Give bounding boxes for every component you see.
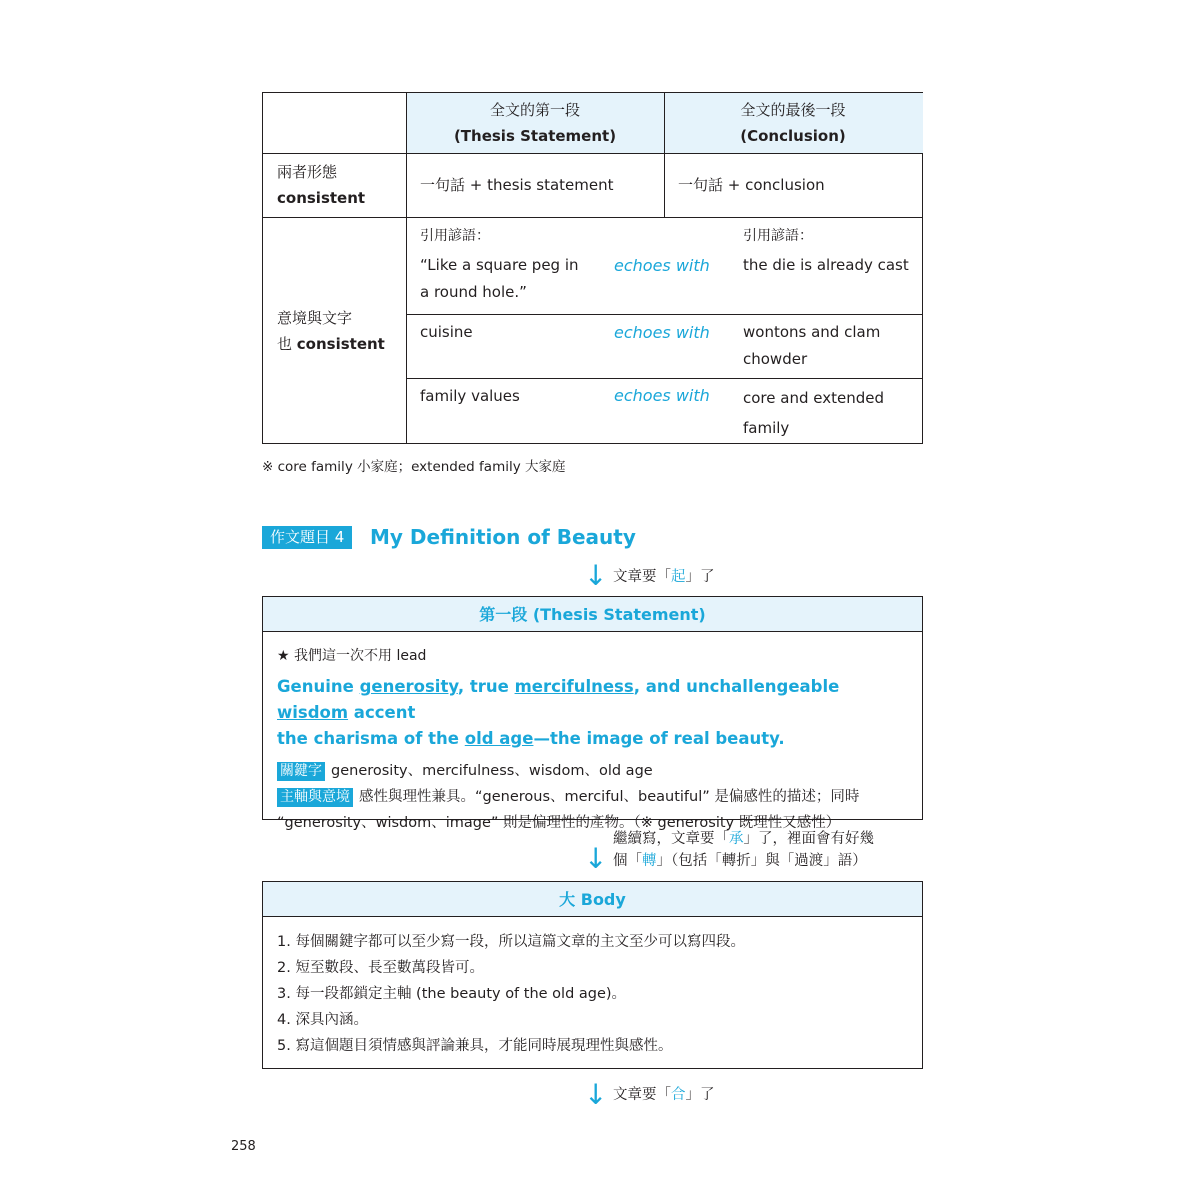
keyword-underline: old age xyxy=(464,729,534,748)
divider xyxy=(263,217,922,218)
flow-text: 文章要「 xyxy=(613,1087,671,1103)
proverb-label-right: 引用諺語： xyxy=(743,228,813,244)
flow-text: 」了 xyxy=(685,1087,715,1103)
flow-text: 」了，裡面會有好幾 xyxy=(743,831,874,847)
flow-step1-b: 」了 xyxy=(685,569,715,585)
col1-title: 全文的第一段 xyxy=(489,101,580,119)
theme-line2: “generosity、wisdom、image” 則是偏理性的產物。（※ generosity 既理性又感性） xyxy=(277,815,841,831)
pair1-left-line2: a round hole.” xyxy=(420,283,527,301)
flow-key: 承 xyxy=(729,831,744,847)
thesis-line1 xyxy=(277,674,908,726)
pair3-echoes: echoes with xyxy=(614,386,710,405)
row1-col2: 一句話 + conclusion xyxy=(678,176,825,194)
row2-label-prefix: 也 xyxy=(277,335,297,353)
down-arrow-icon: ↓ xyxy=(584,559,608,592)
keyword-underline: generosity xyxy=(359,677,458,696)
pair1-echoes: echoes with xyxy=(614,256,710,275)
row2-label-en: consistent xyxy=(296,335,385,353)
thesis-text: , true xyxy=(457,677,515,696)
flow-key: 合 xyxy=(671,1087,686,1103)
list-item: 2. 短至數段、長至數萬段皆可。 xyxy=(277,960,484,976)
pair2-echoes: echoes with xyxy=(614,323,710,342)
flow-text: 個「 xyxy=(613,853,642,869)
flow-key: 轉 xyxy=(642,853,657,869)
keyword-line xyxy=(277,758,908,784)
col1-subtitle: (Thesis Statement) xyxy=(453,127,617,145)
thesis-sentence xyxy=(277,674,908,752)
comparison-table xyxy=(262,92,923,444)
list-item: 3. 每一段都鎖定主軸 (the beauty of the old age)。 xyxy=(277,986,627,1002)
pair2-right-line1: wontons and clam xyxy=(743,323,881,341)
page-number: 258 xyxy=(231,1139,256,1154)
col2-header xyxy=(664,97,922,153)
keyword-underline: wisdom xyxy=(277,703,349,722)
thesis-text: accent xyxy=(348,703,416,722)
flow-step2-line1 xyxy=(613,828,874,850)
divider xyxy=(406,378,922,379)
row1-label-en: consistent xyxy=(277,189,366,207)
row2-label xyxy=(277,305,385,357)
flow-step3 xyxy=(613,1084,715,1106)
flow-step1 xyxy=(613,566,715,588)
flow-text: 」（包括「轉折」與「過渡」語） xyxy=(656,853,867,869)
col1-header xyxy=(406,97,664,153)
pair3-left: family values xyxy=(420,387,520,405)
star-note: ★ 我們這一次不用 lead xyxy=(277,648,427,664)
thesis-text: the charisma of the xyxy=(277,729,465,748)
thesis-box-header: 第一段 (Thesis Statement) xyxy=(263,597,922,632)
pair1-left xyxy=(420,252,579,306)
pair2-right-line2: chowder xyxy=(743,350,808,368)
theme-line xyxy=(277,784,908,810)
row1-label xyxy=(277,159,365,211)
divider xyxy=(263,153,922,154)
body-box xyxy=(262,881,923,1069)
flow-text: 繼續寫，文章要「 xyxy=(613,831,729,847)
pair3-right xyxy=(743,383,884,443)
topic-tag: 作文題目 4 xyxy=(262,526,352,549)
proverb-label-left: 引用諺語： xyxy=(420,228,490,244)
list-item: 4. 深具內涵。 xyxy=(277,1012,368,1028)
down-arrow-icon: ↓ xyxy=(584,1078,608,1111)
topic-title: My Definition of Beauty xyxy=(370,525,636,549)
col2-title: 全文的最後一段 xyxy=(740,101,846,119)
row1-col1: 一句話 + thesis statement xyxy=(420,176,614,194)
flow-step1-key: 起 xyxy=(671,569,686,585)
keyword-tag: 關鍵字 xyxy=(277,762,325,781)
flow-step2-line2 xyxy=(613,850,874,872)
thesis-line2 xyxy=(277,726,908,752)
footnote: ※ core family 小家庭；extended family 大家庭 xyxy=(262,459,566,475)
pair2-right xyxy=(743,319,880,373)
row1-label-zh: 兩者形態 xyxy=(277,163,338,181)
thesis-text: Genuine xyxy=(277,677,360,696)
divider xyxy=(406,314,922,315)
thesis-text: , and unchallengeable xyxy=(633,677,840,696)
theme-line1: 感性與理性兼具。“generous、merciful、beautiful” 是偏感性的描述；同時 xyxy=(359,789,860,805)
col2-subtitle: (Conclusion) xyxy=(740,127,846,145)
pair3-right-line2: family xyxy=(743,419,790,437)
keyword-underline: mercifulness xyxy=(514,677,634,696)
list-item: 1. 每個關鍵字都可以至少寫一段，所以這篇文章的主文至少可以寫四段。 xyxy=(277,934,745,950)
flow-step2 xyxy=(613,828,874,872)
theme-tag: 主軸與意境 xyxy=(277,788,353,807)
pair1-right: the die is already cast xyxy=(743,256,909,274)
keywords: generosity、mercifulness、wisdom、old age xyxy=(331,763,653,779)
thesis-text: —the image of real beauty. xyxy=(533,729,785,748)
body-box-header: 大 Body xyxy=(263,882,922,917)
row2-label-zh: 意境與文字 xyxy=(277,309,353,327)
pair2-left: cuisine xyxy=(420,323,473,341)
pair3-right-line1: core and extended xyxy=(743,389,884,407)
pair1-left-line1: “Like a square peg in xyxy=(420,256,579,274)
list-item: 5. 寫這個題目須情感與評論兼具，才能同時展現理性與感性。 xyxy=(277,1038,673,1054)
flow-step1-a: 文章要「 xyxy=(613,569,671,585)
down-arrow-icon: ↓ xyxy=(584,842,608,875)
thesis-box xyxy=(262,596,923,831)
